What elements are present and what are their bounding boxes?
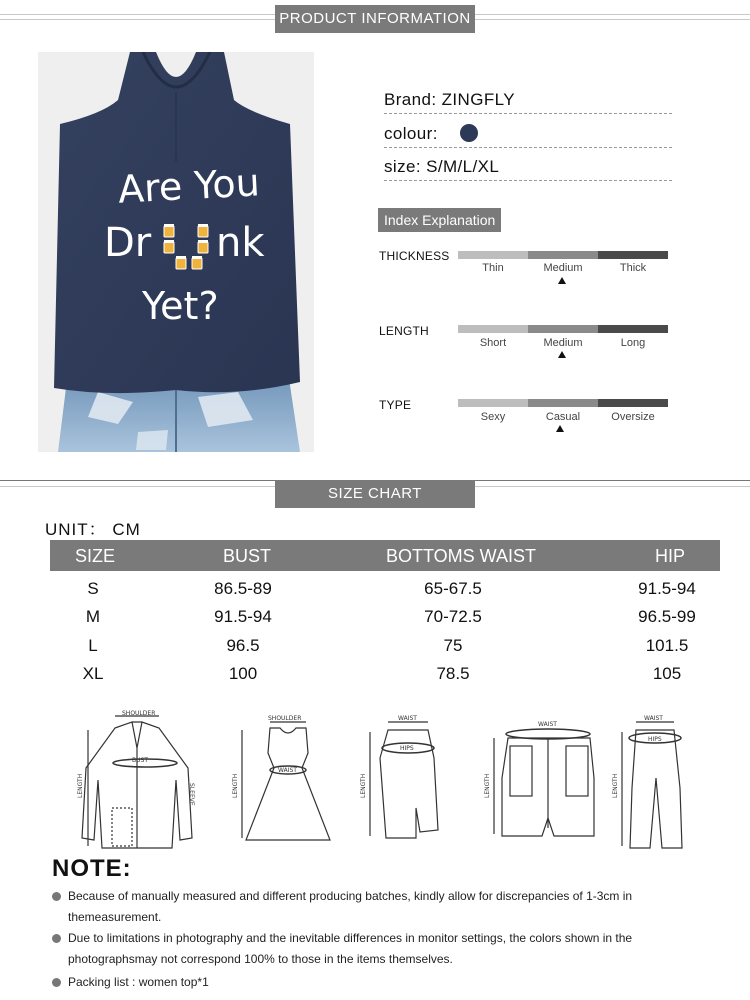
cell-hip: 105 [652,664,682,683]
note-text: Due to limitations in photography and the inevitable differences in monitor settings, the colors shown in the photographsmay not correspond 100% to those in the items themselves. [68,931,633,966]
index-explanation-title: Index Explanation [378,208,501,232]
cell-hip: 91.5-94 [638,579,696,598]
cell-hip: 101.5 [645,636,689,655]
bullet-icon [52,892,61,901]
diagram-label: WAIST [278,767,297,774]
colour-label: colour: [384,124,438,143]
col-header-hip: HIP [654,546,686,566]
product-photo[interactable] [38,52,314,452]
thickness-scale [458,251,668,259]
cell-hip: 96.5-99 [638,607,696,626]
cell-size: S [87,579,99,598]
table-row [50,664,720,692]
thickness-option: Thin [482,262,504,274]
type-label: TYPE [379,398,412,412]
note-item [52,886,692,928]
size-table-header [50,540,720,571]
unit-label: UNIT： CM [45,520,141,539]
product-info-title: PRODUCT INFORMATION [275,5,475,33]
thickness-options [458,262,668,274]
diagram-label: SHOULDER [122,710,156,717]
thickness-option: Thick [619,262,647,274]
diagram-label: SHOULDER [268,715,302,722]
diagram-label: HIPS [400,745,414,752]
thickness-option: Medium [543,262,583,274]
cell-size: L [88,636,98,655]
note-text: Packing list : women top*1 [68,975,209,989]
cell-bust: 91.5-94 [214,607,272,626]
col-header-waist: BOTTOMS WAIST [385,546,537,566]
type-option: Oversize [611,411,655,423]
table-row [50,636,720,664]
thickness-label: THICKNESS [379,249,450,263]
length-option: Medium [543,337,583,349]
cell-waist: 70-72.5 [424,607,482,626]
length-marker-icon [558,351,566,358]
shirt-text-line-1: Are You [116,160,261,212]
diagram-label: WAIST [398,715,417,722]
jacket-diagram [82,716,192,848]
cell-waist: 65-67.5 [424,579,482,598]
dress-diagram [242,722,330,840]
brand-row [384,90,672,114]
type-marker-icon [556,425,564,432]
cell-waist: 78.5 [436,664,470,683]
shirt-text-line-3: Yet? [142,284,219,328]
size-row [384,157,672,181]
beer-mugs-icon [162,222,222,279]
diagram-label: LENGTH [77,773,84,798]
diagram-label: SLEEVE [188,783,195,806]
type-scale [458,399,668,407]
diagram-label: BUST [132,757,148,764]
cell-bust: 86.5-89 [214,579,272,598]
note-text: Because of manually measured and different producing batches, kindly allow for discrepancies of 1-3cm in themeasurement. [68,889,633,924]
diagram-label: WAIST [538,721,557,728]
diagram-label: LENGTH [612,773,619,798]
type-options [458,411,668,423]
shirt-text-line-2a: Dr [104,220,152,266]
colour-row [384,124,672,148]
length-options [458,337,668,349]
diagram-label: LENGTH [484,773,491,798]
col-header-bust: BUST [222,546,272,566]
thickness-marker-icon [558,277,566,284]
note-item [52,972,692,993]
length-label: LENGTH [379,324,429,338]
cell-bust: 100 [228,664,258,683]
cell-size: XL [82,664,104,683]
colour-swatch[interactable] [460,124,478,142]
table-row [50,579,720,607]
length-option: Long [620,337,646,349]
table-row [50,607,720,635]
note-title: NOTE: [52,855,132,882]
type-option: Casual [545,411,581,423]
shirt-text-line-2b: nk [216,220,265,266]
bullet-icon [52,978,61,987]
measurement-diagrams [70,708,690,856]
cell-waist: 75 [443,636,463,655]
length-option: Short [479,337,507,349]
cell-bust: 96.5 [226,636,260,655]
size-label: size: S/M/L/XL [384,157,500,176]
diagram-label: LENGTH [232,773,239,798]
diagram-label: HIPS [648,736,662,743]
cell-size: M [85,607,101,626]
size-chart-title: SIZE CHART [275,480,475,508]
shorts-diagram [494,729,594,836]
diagram-label: LENGTH [360,773,367,798]
skirt-diagram [370,722,438,838]
type-option: Sexy [480,411,506,423]
brand-label: Brand: ZINGFLY [384,90,515,109]
length-scale [458,325,668,333]
diagram-label: WAIST [644,715,663,722]
col-header-size: SIZE [74,546,116,566]
bullet-icon [52,934,61,943]
note-item [52,928,692,970]
